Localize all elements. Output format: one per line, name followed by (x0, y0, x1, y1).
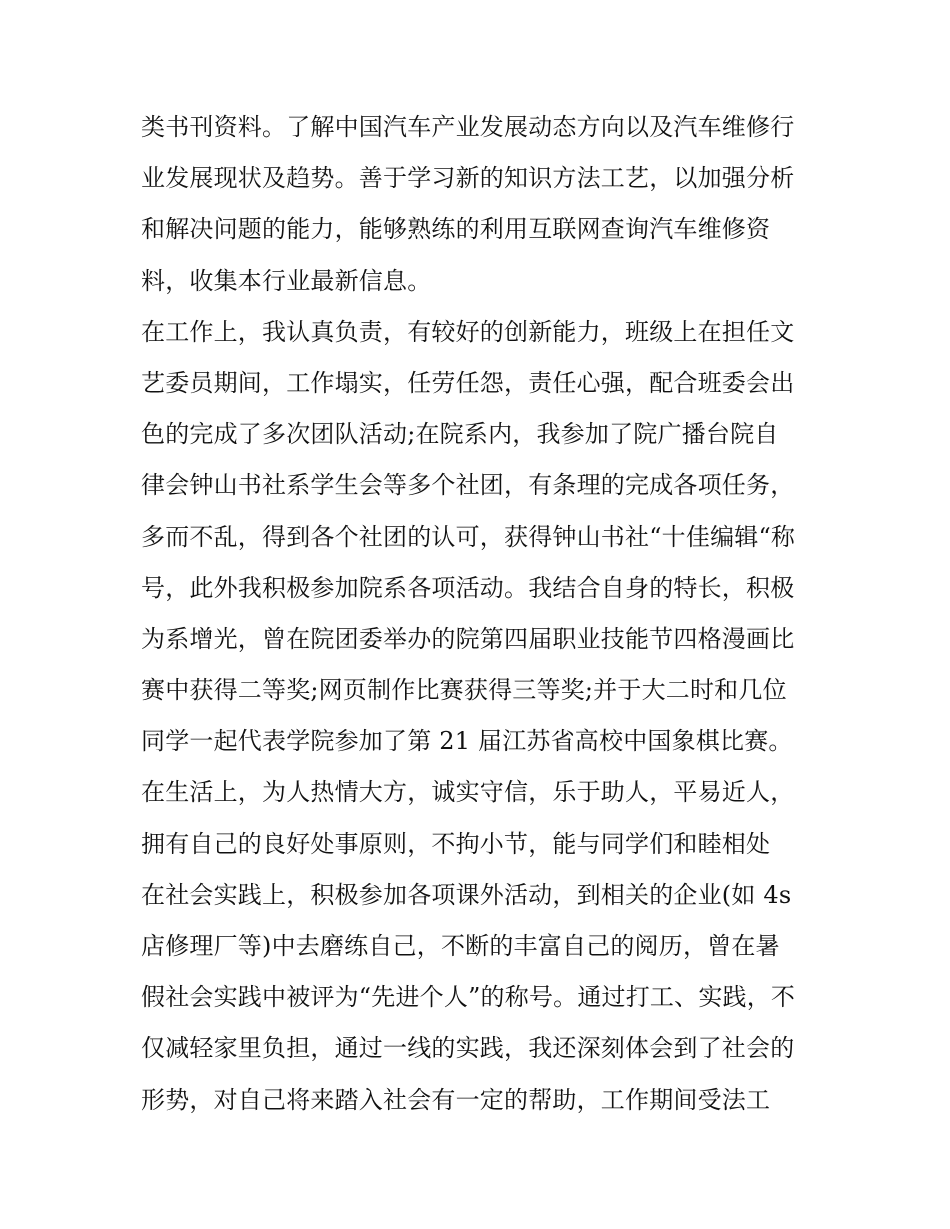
text-line: 赛中获得二等奖;网页制作比赛获得三等奖;并于大二时和几位 (141, 676, 787, 705)
text-line: 在工作上，我认真负责，有较好的创新能力，班级上在担任文 (141, 317, 795, 346)
text-line: 业发展现状及趋势。善于学习新的知识方法工艺，以加强分析 (141, 164, 795, 193)
text-line: 号，此外我积极参加院系各项活动。我结合自身的特长，积极 (141, 573, 795, 602)
text-line: 形势，对自己将来踏入社会有一定的帮助，工作期间受法工 (141, 1085, 771, 1114)
text-line: 类书刊资料。了解中国汽车产业发展动态方向以及汽车维修行 (141, 113, 795, 141)
text-line: 为系增光，曾在院团委举办的院第四届职业技能节四格漫画比 (141, 624, 795, 653)
text-line: 仅减轻家里负担，通过一线的实践，我还深刻体会到了社会的 (141, 1034, 795, 1063)
body-text (141, 102, 831, 1126)
text-line: 和解决问题的能力，能够熟练的利用互联网查询汽车维修资 (141, 215, 771, 244)
text-line: 律会钟山书社系学生会等多个社团，有条理的完成各项任务， (141, 471, 795, 500)
text-line: 色的完成了多次团队活动;在院系内，我参加了院广播台院自 (141, 420, 779, 449)
text-line: 艺委员期间，工作塌实，任劳任怨，责任心强，配合班委会出 (141, 368, 795, 397)
text-line: 同学一起代表学院参加了第 21 届江苏省高校中国象棋比赛。 (141, 727, 793, 756)
text-line: 多而不乱，得到各个社团的认可，获得钟山书社“十佳编辑“称 (141, 522, 796, 551)
text-line: 假社会实践中被评为“先进个人”的称号。通过打工、实践，不 (141, 983, 796, 1012)
text-line: 拥有自己的良好处事原则，不拘小节，能与同学们和睦相处 (141, 829, 771, 858)
text-line: 店修理厂等)中去磨练自己，不断的丰富自己的阅历，曾在暑 (141, 932, 780, 960)
text-line: 在社会实践上，积极参加各项课外活动，到相关的企业(如 4s (141, 880, 792, 909)
text-line: 料，收集本行业最新信息。 (141, 266, 432, 295)
text-line: 在生活上，为人热情大方，诚实守信，乐于助人，平易近人， (141, 778, 795, 807)
